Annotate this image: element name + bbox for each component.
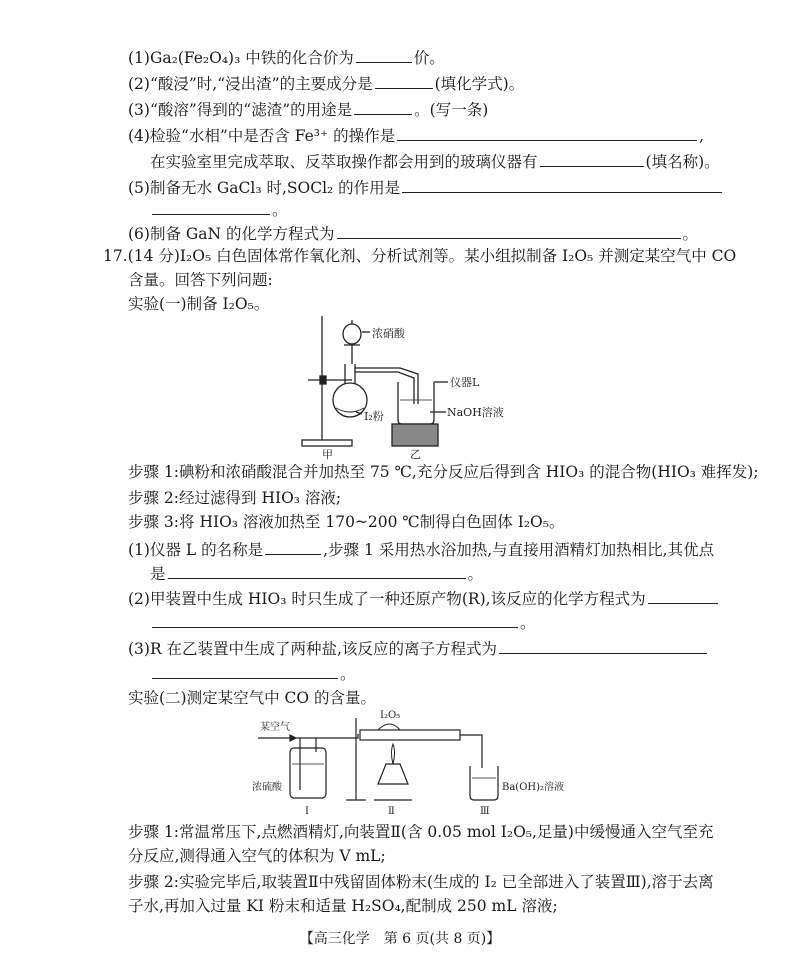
q16-part6: (6)制备 GaN 的化学方程式为 。 (128, 222, 698, 244)
label-air: 某空气 (260, 722, 290, 733)
answer-blank[interactable] (354, 98, 412, 115)
label-apparatus-III: Ⅲ (480, 806, 490, 817)
exp2-step-2a: 步骤 2:实验完毕后,取装置Ⅱ中残留固体粉末(生成的 I₂ 已全部进入了装置Ⅲ),溶于去离 (128, 873, 714, 891)
page-footer: 【高三化学 第 6 页(共 8 页)】 (299, 931, 501, 947)
q17-intro: 17.(14 分)I₂O₅ 白色固体常作氧化剂、分析试剂等。某小组拟制备 I₂O₅ 并测定某空气中 CO (103, 247, 737, 265)
answer-blank[interactable] (152, 198, 270, 215)
answer-blank[interactable] (356, 46, 412, 63)
answer-blank[interactable] (265, 538, 321, 555)
step-1: 步骤 1:碘粉和浓硝酸混合并加热至 75 ℃,充分反应后得到含 HIO₃ 的混合物(HIO₃ 难挥发); (128, 463, 759, 481)
experiment-2-title: 实验(二)测定某空气中 CO 的含量。 (128, 689, 377, 707)
label-apparatus-I: Ⅰ (305, 806, 309, 817)
answer-blank[interactable] (648, 587, 718, 604)
answer-blank[interactable] (168, 562, 466, 579)
q16-part1: (1)Ga₂(Fe₂O₄)₃ 中铁的化合价为 价。 (128, 46, 445, 68)
label-conc-nitric-acid: 浓硝酸 (372, 327, 405, 340)
exp2-step-1b: 分反应,测得通入空气的体积为 V mL; (128, 847, 386, 865)
answer-blank[interactable] (152, 611, 518, 628)
q17-sub2b: 。 (150, 611, 536, 633)
label-instrument-L: 仪器L (450, 376, 480, 389)
q16-part5: (5)制备无水 GaCl₃ 时,SOCl₂ 的作用是 (128, 176, 724, 198)
label-naoh-solution: NaOH溶液 (447, 406, 504, 419)
label-yi: 乙 (410, 448, 421, 460)
apparatus-figure-1 (290, 312, 520, 460)
q16-part4: (4)检验“水相”中是否含 Fe³⁺ 的操作是 , (128, 124, 704, 146)
label-i2o5: I₂O₅ (380, 710, 401, 721)
label-apparatus-II: Ⅱ (388, 806, 395, 817)
label-barium-hydroxide: Ba(OH)₂溶液 (502, 782, 565, 793)
answer-blank[interactable] (499, 637, 707, 654)
apparatus-figure-2 (250, 708, 570, 820)
q16-part3: (3)“酸溶”得到的“滤渣”的用途是 。(写一条) (128, 98, 488, 120)
q17-sub3b: 。 (150, 662, 356, 684)
exp2-step-2b: 子水,再加入过量 KI 粉末和适量 H₂SO₄,配制成 250 mL 溶液; (128, 897, 558, 915)
q16-part4b: 在实验室里完成萃取、反萃取操作都会用到的玻璃仪器有 (填名称)。 (150, 150, 720, 172)
q17-intro-2: 含量。回答下列问题: (128, 271, 273, 289)
q17-sub2: (2)甲装置中生成 HIO₃ 时只生成了一种还原产物(R),该反应的化学方程式为 (128, 587, 720, 609)
answer-blank[interactable] (397, 124, 697, 141)
q16-part5b: 。 (150, 198, 288, 220)
q17-sub1: (1)仪器 L 的名称是 ,步骤 1 采用热水浴加热,与直接用酒精灯加热相比,其优点 (128, 538, 714, 560)
experiment-1-title: 实验(一)制备 I₂O₅。 (128, 295, 270, 313)
q17-sub1b: 是 。 (150, 562, 483, 584)
answer-blank[interactable] (540, 150, 644, 167)
label-conc-sulfuric-acid: 浓硫酸 (252, 782, 282, 793)
q17-sub3: (3)R 在乙装置中生成了两种盐,该反应的离子方程式为 (128, 637, 709, 659)
q16-part2: (2)“酸浸”时,“浸出渣”的主要成分是 (填化学式)。 (128, 72, 524, 94)
label-jia: 甲 (322, 448, 333, 460)
step-2: 步骤 2:经过滤得到 HIO₃ 溶液; (128, 489, 342, 507)
step-3: 步骤 3:将 HIO₃ 溶液加热至 170~200 ℃制得白色固体 I₂O₅。 (128, 513, 565, 531)
answer-blank[interactable] (152, 662, 338, 679)
exp2-step-1a: 步骤 1:常温常压下,点燃酒精灯,向装置Ⅱ(含 0.05 mol I₂O₅,足量)中缓慢通入空气至充 (128, 823, 714, 841)
answer-blank[interactable] (375, 72, 433, 89)
answer-blank[interactable] (402, 176, 722, 193)
answer-blank[interactable] (337, 222, 681, 239)
label-iodine-powder: I₂粉 (364, 410, 384, 423)
